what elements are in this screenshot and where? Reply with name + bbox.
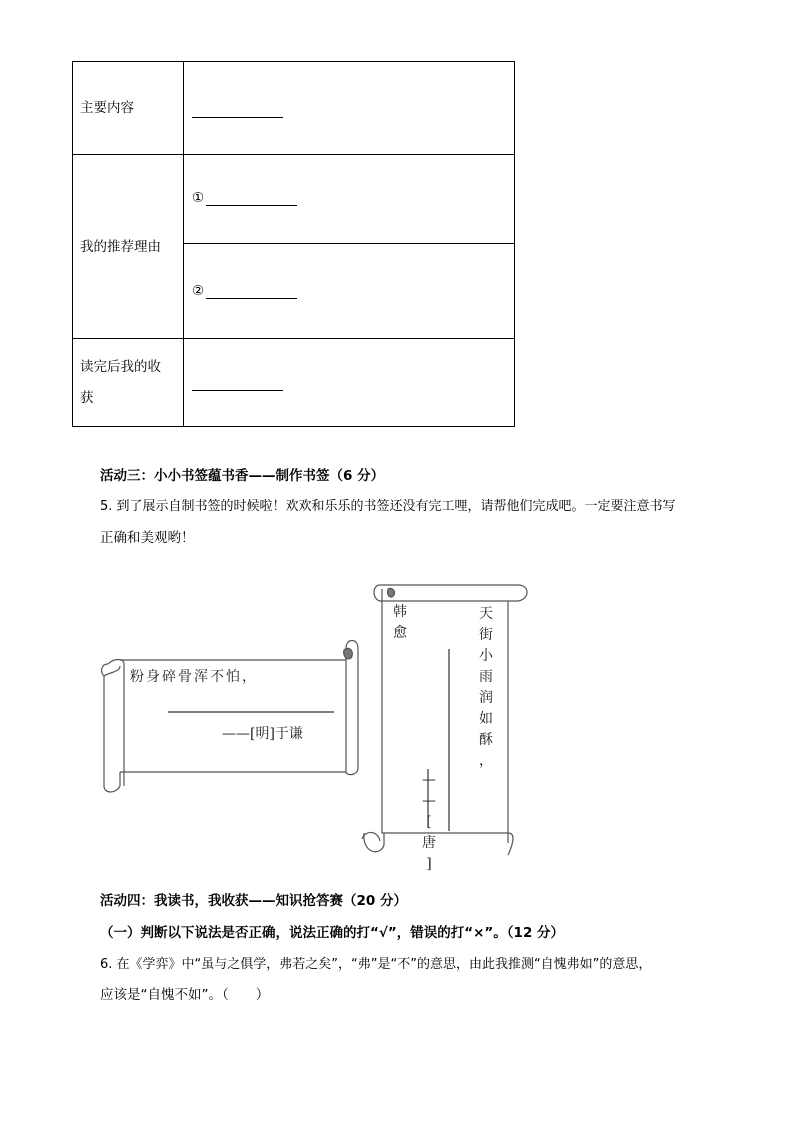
reason-2-marker: ②	[192, 283, 205, 299]
question-6-line1: 6. 在《学弈》中“虽与之俱学，弗若之矣”，“弗”是“不”的意思，由此我推测“自愧弗如”的意思，	[100, 957, 652, 972]
bookmark-right-author: 韩 愈	[393, 604, 407, 641]
table-row	[73, 62, 515, 155]
answer-blank[interactable]	[206, 283, 297, 299]
activity3-heading: 活动三：小小书签蕴书香——制作书签（6 分）	[100, 468, 385, 484]
question-6-line2: 应该是“自愧不如”。（ ）	[100, 987, 270, 1003]
question-5-line1: 5. 到了展示自制书签的时候啦！欢欢和乐乐的书签还没有完工哩，请帮他们完成吧。一定要注意书写	[100, 499, 676, 514]
row-label-gains	[73, 339, 184, 427]
main-content-cell	[184, 62, 515, 155]
row-label-main-content: 主要内容	[73, 62, 184, 155]
gains-cell	[184, 339, 515, 427]
table-row	[73, 155, 515, 244]
bookmark-right-dynasty: — — [ 唐 ]	[422, 772, 436, 872]
gains-label-text: 读完后我的收获	[80, 358, 161, 406]
row-label-reasons: 我的推荐理由	[73, 155, 184, 339]
answer-blank[interactable]	[206, 190, 297, 206]
reason-1-marker: ①	[192, 190, 205, 206]
answer-blank[interactable]	[192, 102, 283, 118]
table-row	[73, 339, 515, 427]
reason-2-cell	[184, 244, 515, 339]
reason-1-cell	[184, 155, 515, 244]
judgement-section-heading: （一）判断以下说法是否正确，说法正确的打“√”，错误的打“×”。（12 分）	[100, 925, 565, 941]
recommendation-table	[72, 61, 515, 427]
activity4-heading: 活动四：我读书，我收获——知识抢答赛（20 分）	[100, 893, 407, 909]
bookmark-right-verse: 天 街 小 雨 润 如 酥 ，	[479, 606, 493, 769]
bookmark-left-author: ——[明]于谦	[222, 726, 303, 742]
question-5-line2: 正确和美观哟！	[100, 530, 195, 546]
scroll-bookmark-right	[358, 575, 534, 859]
bookmark-left-verse: 粉身碎骨浑不怕，	[130, 669, 258, 685]
answer-blank[interactable]	[192, 375, 283, 391]
scroll-bookmark-left	[96, 636, 362, 796]
